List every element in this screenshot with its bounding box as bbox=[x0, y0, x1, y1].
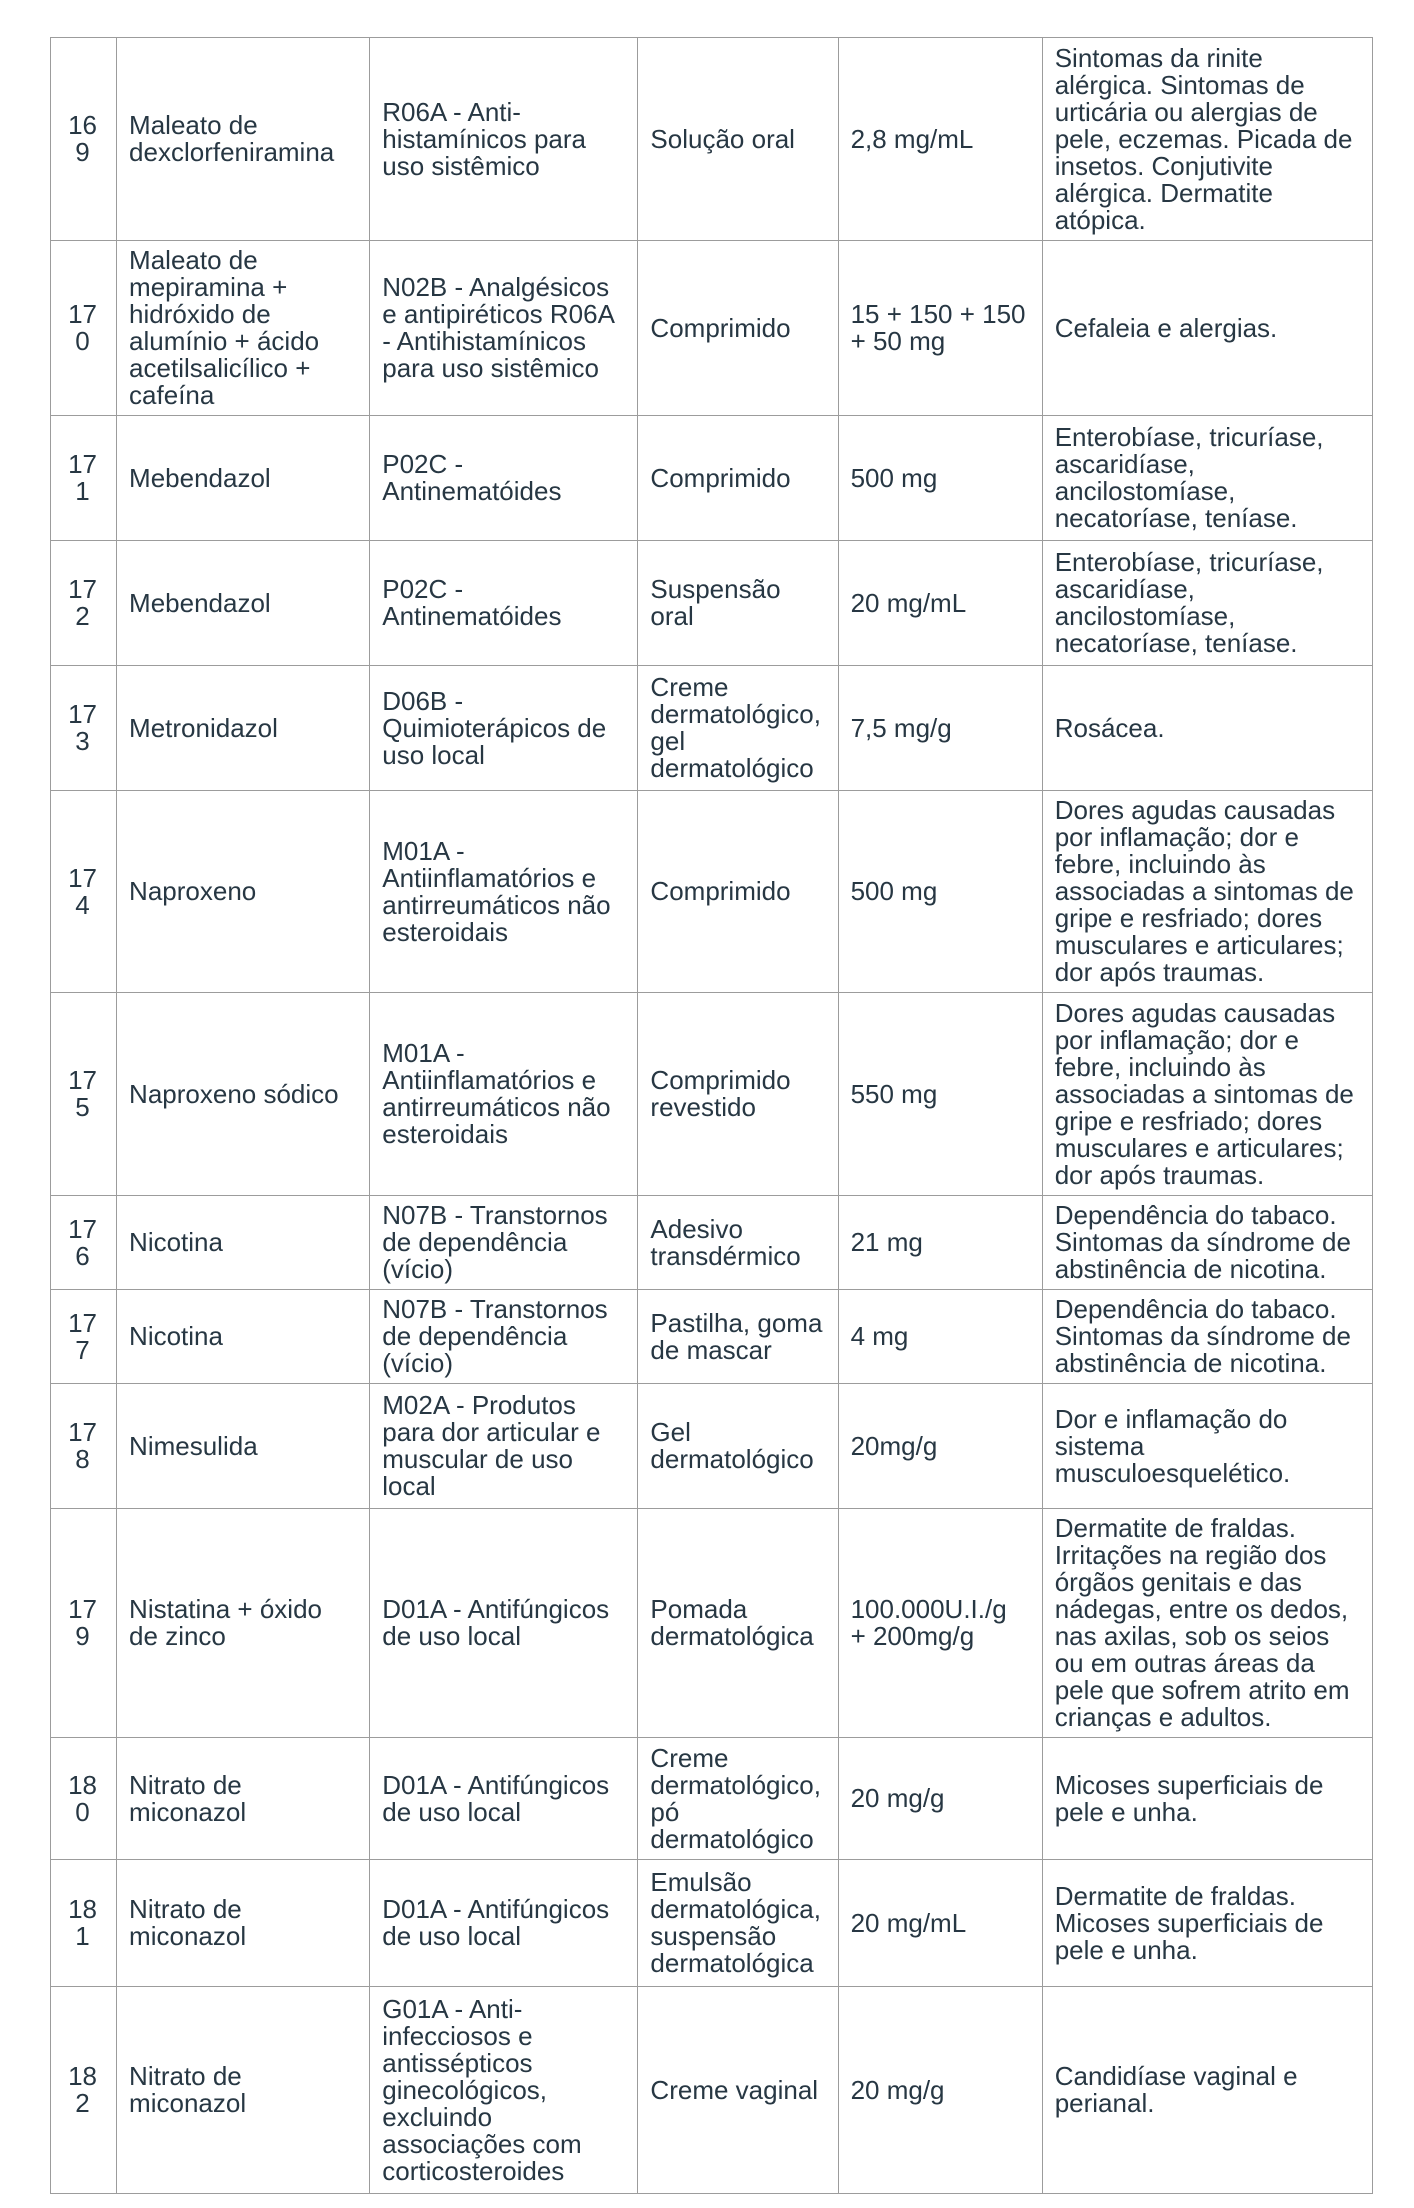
table-row bbox=[51, 1290, 1373, 1384]
row-number-cell: 182 bbox=[51, 1987, 117, 2194]
indication-cell: Dores agudas causadas por inflamação; dor e febre, incluindo às associadas a sintomas de gripe e resfriado; dores musculares e articulares; dor após traumas. bbox=[1042, 791, 1372, 993]
substance-cell: Nitrato de miconazol bbox=[117, 1738, 370, 1860]
atc-class-cell: P02C - Antinematóides bbox=[370, 416, 638, 541]
atc-class-cell: N07B - Transtornos de dependência (vício) bbox=[370, 1196, 638, 1290]
indication-cell: Dor e inflamação do sistema musculoesquelético. bbox=[1042, 1384, 1372, 1509]
dosage-cell: 21 mg bbox=[838, 1196, 1042, 1290]
table-row bbox=[51, 1509, 1373, 1738]
atc-class-cell: N02B - Analgésicos e antipiréticos R06A - Antihistamínicos para uso sistêmico bbox=[370, 241, 638, 416]
atc-class-cell: N07B - Transtornos de dependência (vício) bbox=[370, 1290, 638, 1384]
row-number-cell: 172 bbox=[51, 541, 117, 666]
indication-cell: Dermatite de fraldas. Irritações na região dos órgãos genitais e das nádegas, entre os dedos, nas axilas, sob os seios ou em outras áreas da pele que sofrem atrito em crianças e adultos. bbox=[1042, 1509, 1372, 1738]
pharmaceutical-form-cell: Solução oral bbox=[638, 38, 838, 241]
atc-class-cell: D01A - Antifúngicos de uso local bbox=[370, 1509, 638, 1738]
indication-cell: Dermatite de fraldas. Micoses superficiais de pele e unha. bbox=[1042, 1860, 1372, 1987]
medications-table bbox=[50, 37, 1373, 2194]
indication-cell: Dependência do tabaco. Sintomas da síndrome de abstinência de nicotina. bbox=[1042, 1290, 1372, 1384]
pharmaceutical-form-cell: Comprimido bbox=[638, 791, 838, 993]
dosage-cell: 20 mg/mL bbox=[838, 1860, 1042, 1987]
pharmaceutical-form-cell: Emulsão dermatológica, suspensão dermatológica bbox=[638, 1860, 838, 1987]
substance-cell: Mebendazol bbox=[117, 541, 370, 666]
substance-cell: Nicotina bbox=[117, 1196, 370, 1290]
substance-cell: Mebendazol bbox=[117, 416, 370, 541]
table-row bbox=[51, 791, 1373, 993]
medications-table-body bbox=[51, 38, 1373, 2194]
row-number-cell: 180 bbox=[51, 1738, 117, 1860]
row-number-cell: 181 bbox=[51, 1860, 117, 1987]
table-row bbox=[51, 1987, 1373, 2194]
atc-class-cell: D06B - Quimioterápicos de uso local bbox=[370, 666, 638, 791]
indication-cell: Enterobíase, tricuríase, ascaridíase, ancilostomíase, necatoríase, teníase. bbox=[1042, 541, 1372, 666]
table-row bbox=[51, 666, 1373, 791]
indication-cell: Micoses superficiais de pele e unha. bbox=[1042, 1738, 1372, 1860]
substance-cell: Nicotina bbox=[117, 1290, 370, 1384]
dosage-cell: 7,5 mg/g bbox=[838, 666, 1042, 791]
indication-cell: Dores agudas causadas por inflamação; dor e febre, incluindo às associadas a sintomas de gripe e resfriado; dores musculares e articulares; dor após traumas. bbox=[1042, 993, 1372, 1196]
atc-class-cell: D01A - Antifúngicos de uso local bbox=[370, 1860, 638, 1987]
atc-class-cell: M01A - Antiinflamatórios e antirreumáticos não esteroidais bbox=[370, 993, 638, 1196]
dosage-cell: 100.000U.I./g + 200mg/g bbox=[838, 1509, 1042, 1738]
dosage-cell: 20 mg/g bbox=[838, 1987, 1042, 2194]
pharmaceutical-form-cell: Creme dermatológico, pó dermatológico bbox=[638, 1738, 838, 1860]
row-number-cell: 173 bbox=[51, 666, 117, 791]
row-number-cell: 176 bbox=[51, 1196, 117, 1290]
atc-class-cell: G01A - Anti-infecciosos e antissépticos ginecológicos, excluindo associações com corticosteroides bbox=[370, 1987, 638, 2194]
pharmaceutical-form-cell: Pastilha, goma de mascar bbox=[638, 1290, 838, 1384]
pharmaceutical-form-cell: Comprimido bbox=[638, 241, 838, 416]
table-row bbox=[51, 416, 1373, 541]
row-number-cell: 170 bbox=[51, 241, 117, 416]
atc-class-cell: D01A - Antifúngicos de uso local bbox=[370, 1738, 638, 1860]
row-number-cell: 175 bbox=[51, 993, 117, 1196]
table-row bbox=[51, 541, 1373, 666]
indication-cell: Candidíase vaginal e perianal. bbox=[1042, 1987, 1372, 2194]
substance-cell: Metronidazol bbox=[117, 666, 370, 791]
table-row bbox=[51, 38, 1373, 241]
pharmaceutical-form-cell: Adesivo transdérmico bbox=[638, 1196, 838, 1290]
dosage-cell: 500 mg bbox=[838, 791, 1042, 993]
indication-cell: Enterobíase, tricuríase, ascaridíase, ancilostomíase, necatoríase, teníase. bbox=[1042, 416, 1372, 541]
table-row bbox=[51, 1384, 1373, 1509]
dosage-cell: 20mg/g bbox=[838, 1384, 1042, 1509]
pharmaceutical-form-cell: Pomada dermatológica bbox=[638, 1509, 838, 1738]
dosage-cell: 500 mg bbox=[838, 416, 1042, 541]
table-row bbox=[51, 993, 1373, 1196]
substance-cell: Maleato de mepiramina + hidróxido de alumínio + ácido acetilsalicílico + cafeína bbox=[117, 241, 370, 416]
table-row bbox=[51, 1860, 1373, 1987]
pharmaceutical-form-cell: Creme vaginal bbox=[638, 1987, 838, 2194]
dosage-cell: 20 mg/mL bbox=[838, 541, 1042, 666]
pharmaceutical-form-cell: Gel dermatológico bbox=[638, 1384, 838, 1509]
indication-cell: Cefaleia e alergias. bbox=[1042, 241, 1372, 416]
indication-cell: Rosácea. bbox=[1042, 666, 1372, 791]
row-number-cell: 177 bbox=[51, 1290, 117, 1384]
pharmaceutical-form-cell: Comprimido bbox=[638, 416, 838, 541]
atc-class-cell: R06A - Anti-histamínicos para uso sistêmico bbox=[370, 38, 638, 241]
dosage-cell: 4 mg bbox=[838, 1290, 1042, 1384]
substance-cell: Nitrato de miconazol bbox=[117, 1987, 370, 2194]
dosage-cell: 20 mg/g bbox=[838, 1738, 1042, 1860]
substance-cell: Naproxeno sódico bbox=[117, 993, 370, 1196]
pharmaceutical-form-cell: Suspensão oral bbox=[638, 541, 838, 666]
substance-cell: Nistatina + óxido de zinco bbox=[117, 1509, 370, 1738]
substance-cell: Nimesulida bbox=[117, 1384, 370, 1509]
indication-cell: Dependência do tabaco. Sintomas da síndrome de abstinência de nicotina. bbox=[1042, 1196, 1372, 1290]
dosage-cell: 15 + 150 + 150 + 50 mg bbox=[838, 241, 1042, 416]
pharmaceutical-form-cell: Creme dermatológico, gel dermatológico bbox=[638, 666, 838, 791]
table-row bbox=[51, 241, 1373, 416]
dosage-cell: 550 mg bbox=[838, 993, 1042, 1196]
indication-cell: Sintomas da rinite alérgica. Sintomas de urticária ou alergias de pele, eczemas. Picada de insetos. Conjutivite alérgica. Dermatite atópica. bbox=[1042, 38, 1372, 241]
atc-class-cell: M02A - Produtos para dor articular e muscular de uso local bbox=[370, 1384, 638, 1509]
atc-class-cell: P02C - Antinematóides bbox=[370, 541, 638, 666]
row-number-cell: 169 bbox=[51, 38, 117, 241]
substance-cell: Maleato de dexclorfeniramina bbox=[117, 38, 370, 241]
row-number-cell: 178 bbox=[51, 1384, 117, 1509]
row-number-cell: 174 bbox=[51, 791, 117, 993]
pharmaceutical-form-cell: Comprimido revestido bbox=[638, 993, 838, 1196]
atc-class-cell: M01A - Antiinflamatórios e antirreumáticos não esteroidais bbox=[370, 791, 638, 993]
table-row bbox=[51, 1196, 1373, 1290]
row-number-cell: 179 bbox=[51, 1509, 117, 1738]
table-row bbox=[51, 1738, 1373, 1860]
substance-cell: Nitrato de miconazol bbox=[117, 1860, 370, 1987]
dosage-cell: 2,8 mg/mL bbox=[838, 38, 1042, 241]
substance-cell: Naproxeno bbox=[117, 791, 370, 993]
row-number-cell: 171 bbox=[51, 416, 117, 541]
